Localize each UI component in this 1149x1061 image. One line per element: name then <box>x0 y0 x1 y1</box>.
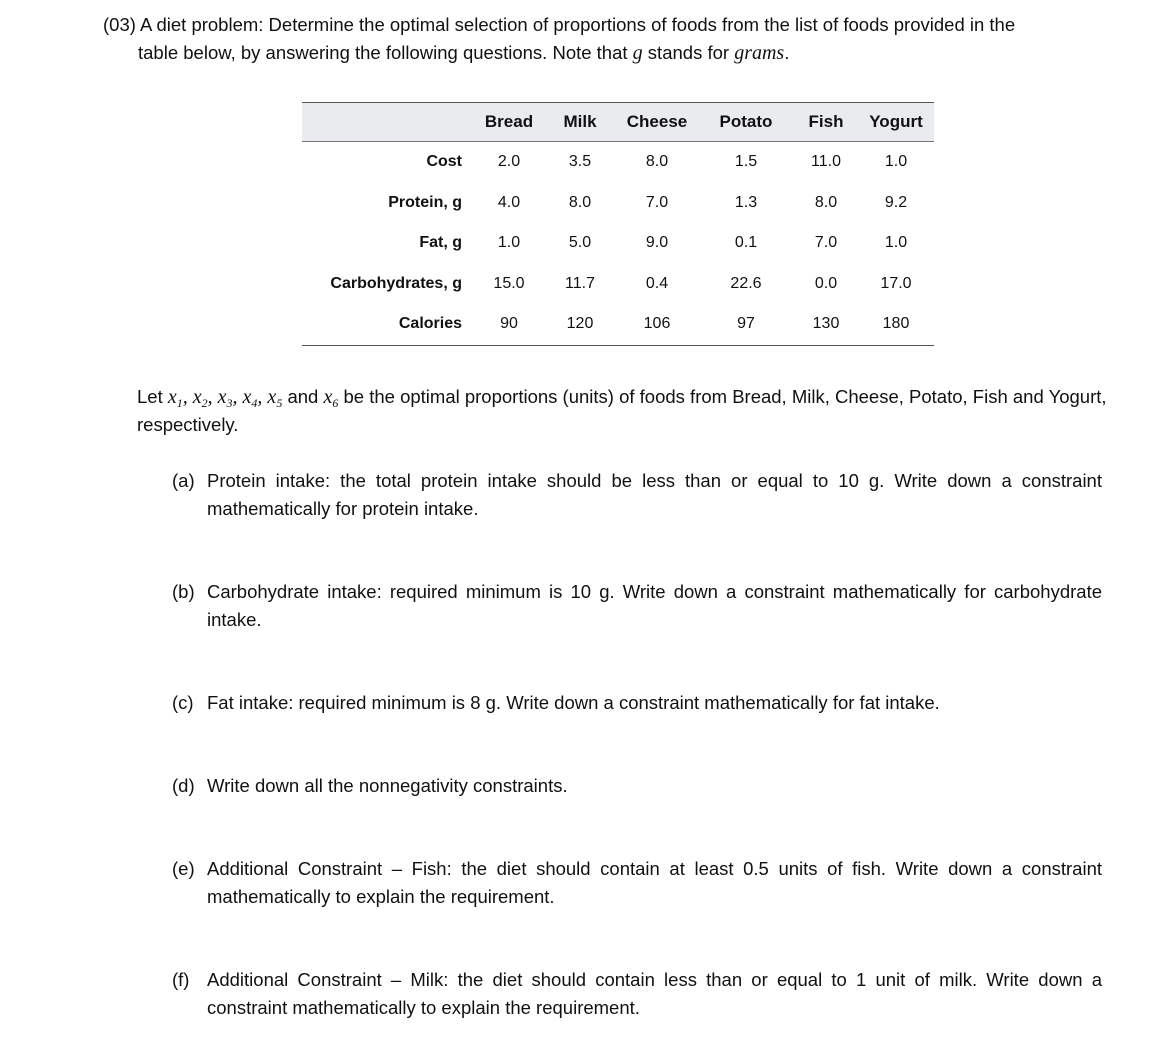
question-text: Protein intake: the total protein intake should be less than or equal to 10 g. Write down a constraint mathematically for protein intake. <box>207 470 1102 519</box>
variable-last <box>323 386 338 408</box>
question-e <box>172 855 1102 911</box>
let-text: Let <box>137 386 168 407</box>
intro-text: table below, by answering the following questions. Note that <box>138 42 633 63</box>
row-label: Fat, g <box>419 234 462 252</box>
table-cell: 180 <box>858 304 934 345</box>
table-cell: 130 <box>794 304 858 345</box>
var-x: x <box>323 386 333 408</box>
table-cell: 17.0 <box>880 274 912 292</box>
table-cell: 1.3 <box>734 193 758 211</box>
table-cell: 22.6 <box>730 274 762 292</box>
nutrition-table <box>302 102 934 346</box>
table-row <box>302 264 934 305</box>
table-cell: 4.0 <box>497 193 521 211</box>
column-header: Potato <box>698 103 794 142</box>
math-g: g <box>632 42 643 64</box>
var-x: x <box>192 386 202 408</box>
table-header-row <box>302 103 934 142</box>
table-cell: 0.1 <box>734 234 758 252</box>
question-label: (e) <box>172 858 195 879</box>
table-row <box>302 142 934 183</box>
let-text: and <box>282 386 324 407</box>
table-cell: 11.0 <box>811 153 841 171</box>
table-cell: 0.0 <box>814 274 838 292</box>
intro-text: . <box>784 42 790 63</box>
question-label: (c) <box>172 692 194 713</box>
table-cell: 1.0 <box>884 234 908 252</box>
table-cell: 7.0 <box>645 193 669 211</box>
question-text: Write down all the nonnegativity constraints. <box>207 775 568 796</box>
table-cell: 120 <box>544 304 616 345</box>
table-cell: 90 <box>474 304 544 345</box>
table-cell: 3.5 <box>568 153 592 171</box>
column-header: Fish <box>794 103 858 142</box>
question-a <box>172 467 1102 523</box>
row-label: Carbohydrates, g <box>330 274 462 292</box>
table-cell: 97 <box>698 304 794 345</box>
variables-definition <box>137 383 1112 439</box>
var-x: x <box>167 386 177 408</box>
question-label: (f) <box>172 969 190 990</box>
table-cell: 106 <box>616 304 698 345</box>
table-cell: 2.0 <box>497 153 521 171</box>
column-header: Bread <box>474 103 544 142</box>
row-label: Cost <box>426 153 462 171</box>
question-d <box>172 772 1102 800</box>
column-header: Cheese <box>616 103 698 142</box>
question-label: (d) <box>172 775 195 796</box>
var-sub: 2 <box>201 396 208 410</box>
intro-line-2 <box>103 39 1103 67</box>
column-header <box>302 103 474 142</box>
math-grams: grams <box>734 42 785 64</box>
table-cell: 5.0 <box>568 234 592 252</box>
var-sub: 6 <box>332 396 339 410</box>
table-cell: 9.2 <box>884 193 908 211</box>
question-b <box>172 578 1102 634</box>
table-cell: 7.0 <box>814 234 838 252</box>
question-c <box>172 689 1102 717</box>
var-x: x <box>217 386 227 408</box>
intro-text: stands for <box>642 42 735 63</box>
table-row <box>302 183 934 224</box>
var-x: x <box>267 386 277 408</box>
question-f <box>172 966 1102 1022</box>
question-text: Additional Constraint – Milk: the diet should contain less than or equal to 1 unit of milk. Write down a constraint mathematically to explain the requirement. <box>207 969 1102 1018</box>
var-sub: 1 <box>176 396 183 410</box>
table-cell: 15.0 <box>493 274 525 292</box>
row-label: Protein, g <box>388 193 462 211</box>
let-text: be the optimal proportions (units) of foods from Bread, Milk, Cheese, Potato, Fish and Yogurt, respectively. <box>137 386 1107 435</box>
table-cell: 11.7 <box>565 274 595 292</box>
row-label: Calories <box>302 304 474 345</box>
problem-intro <box>103 11 1103 67</box>
question-label: (b) <box>172 581 195 602</box>
table-cell: 1.0 <box>497 234 521 252</box>
question-text: Carbohydrate intake: required minimum is 10 g. Write down a constraint mathematically for carbohydrate intake. <box>207 581 1102 630</box>
column-header: Milk <box>544 103 616 142</box>
table-cell: 1.5 <box>734 153 758 171</box>
table-cell: 8.0 <box>645 153 669 171</box>
table-cell: 1.0 <box>884 153 908 171</box>
table-cell: 8.0 <box>814 193 838 211</box>
table-cell: 0.4 <box>645 274 669 292</box>
table-row <box>302 304 934 345</box>
question-text: Additional Constraint – Fish: the diet should contain at least 0.5 units of fish. Write down a constraint mathematically to explain the requirement. <box>207 858 1102 907</box>
variable-list: $x_1$, $x_2$, $x_3$, $x_4$, $x_5$ <box>167 386 283 410</box>
intro-line-1: (03) A diet problem: Determine the optimal selection of proportions of foods from the list of foods provided in the <box>103 14 1016 35</box>
table-cell: 8.0 <box>568 193 592 211</box>
var-x: x <box>242 386 252 408</box>
var-sub: 4 <box>251 396 258 410</box>
question-text: Fat intake: required minimum is 8 g. Write down a constraint mathematically for fat intake. <box>207 692 940 713</box>
var-sub: 3 <box>226 396 233 410</box>
table-row <box>302 223 934 264</box>
table-cell: 9.0 <box>645 234 669 252</box>
var-sub: 5 <box>276 396 283 410</box>
question-label: (a) <box>172 470 195 491</box>
column-header: Yogurt <box>858 103 934 142</box>
